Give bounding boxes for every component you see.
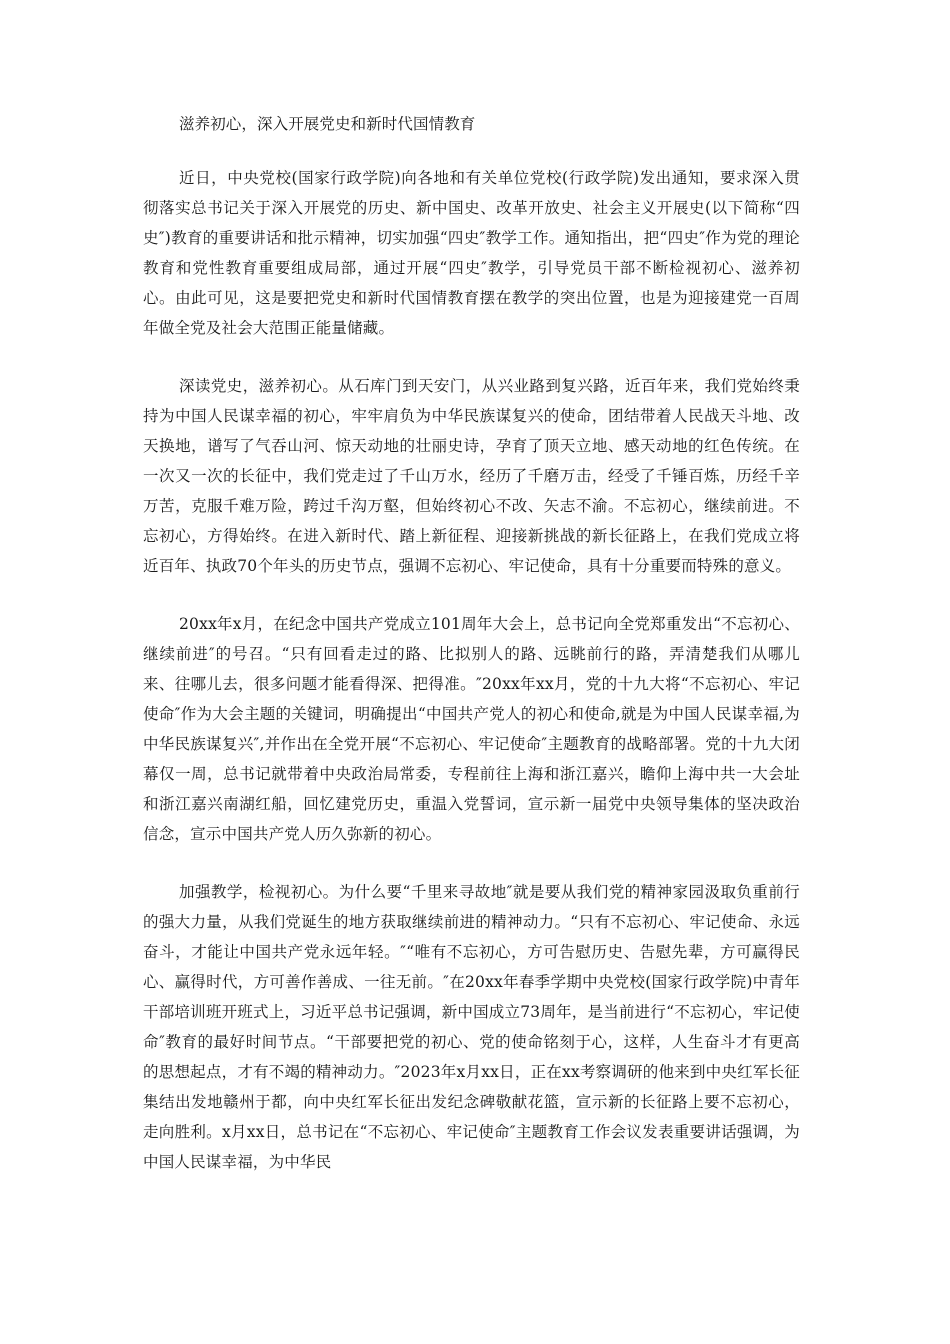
document-body: [143, 163, 800, 1177]
paragraph-notice: 近日，中央党校(国家行政学院)向各地和有关单位党校(行政学院)发出通知，要求深入贯彻落实总书记关于深入开展党的历史、新中国史、改革开放史、社会主义开展史(以下简称“四史″)教育的重要讲话和批示精神，切实加强“四史″教学工作。通知指出，把“四史″作为党的理论教育和党性教育重要组成局部，通过开展“四史″教学，引导党员干部不断检视初心、滋养初心。由此可见，这是要把党史和新时代国情教育摆在教学的突出位置，也是为迎接建党一百周年做全党及社会大范围正能量储藏。: [143, 169, 800, 337]
paragraph-teaching: 加强教学，检视初心。为什么要“千里来寻故地″就是要从我们党的精神家园汲取负重前行的强大力量，从我们党诞生的地方获取继续前进的精神动力。“只有不忘初心、牢记使命、永远奋斗，才能让中国共产党永远年轻。″“唯有不忘初心，方可告慰历史、告慰先辈，方可赢得民心、赢得时代，方可善作善成、一往无前。″在20xx年春季学期中央党校(国家行政学院)中青年干部培训班开班式上，习近平总书记强调，新中国成立73周年，是当前进行“不忘初心，牢记使命″教育的最好时间节点。“干部要把党的初心、党的使命铭刻于心，这样，人生奋斗才有更高的思想起点，才有不竭的精神动力。″2023年x月xx日，正在xx考察调研的他来到中央红军长征集结出发地赣州于都，向中央红军长征出发纪念碑敬献花篮，宣示新的长征路上要不忘初心，走向胜利。x月xx日，总书记在“不忘初心、牢记使命″主题教育工作会议发表重要讲话强调，为中国人民谋幸福，为中华民: [143, 883, 800, 1171]
paragraph-party-history: 深读党史，滋养初心。从石库门到天安门，从兴业路到复兴路，近百年来，我们党始终秉持为中国人民谋幸福的初心，牢牢肩负为中华民族谋复兴的使命，团结带着人民战天斗地、改天换地，谱写了气吞山河、惊天动地的壮丽史诗，孕育了顶天立地、感天动地的红色传统。在一次又一次的长征中，我们党走过了千山万水，经历了千磨万击，经受了千锤百炼，历经千辛万苦，克服千难万险，跨过千沟万壑，但始终初心不改、矢志不渝。不忘初心，继续前进。不忘初心，方得始终。在进入新时代、踏上新征程、迎接新挑战的新长征路上，在我们党成立将近百年、执政70个年头的历史节点，强调不忘初心、牢记使命，具有十分重要而特殊的意义。: [143, 377, 800, 575]
paragraph-anniversary: 20xx年x月，在纪念中国共产党成立101周年大会上，总书记向全党郑重发出“不忘初心、继续前进″的号召。“只有回看走过的路、比拟别人的路、远眺前行的路，弄清楚我们从哪儿来、往哪儿去，很多问题才能看得深、把得准。″20xx年xx月，党的十九大将“不忘初心、牢记使命″作为大会主题的关键词，明确提出“中国共产党人的初心和使命,就是为中国人民谋幸福,为中华民族谋复兴″,并作出在全党开展“不忘初心、牢记使命″主题教育的战略部署。党的十九大闭幕仅一周，总书记就带着中央政治局常委，专程前往上海和浙江嘉兴，瞻仰上海中共一大会址和浙江嘉兴南湖红船，回忆建党历史，重温入党誓词，宣示新一届党中央领导集体的坚决政治信念，宣示中国共产党人历久弥新的初心。: [143, 615, 800, 843]
document-title: 滋养初心，深入开展党史和新时代国情教育: [179, 115, 476, 133]
